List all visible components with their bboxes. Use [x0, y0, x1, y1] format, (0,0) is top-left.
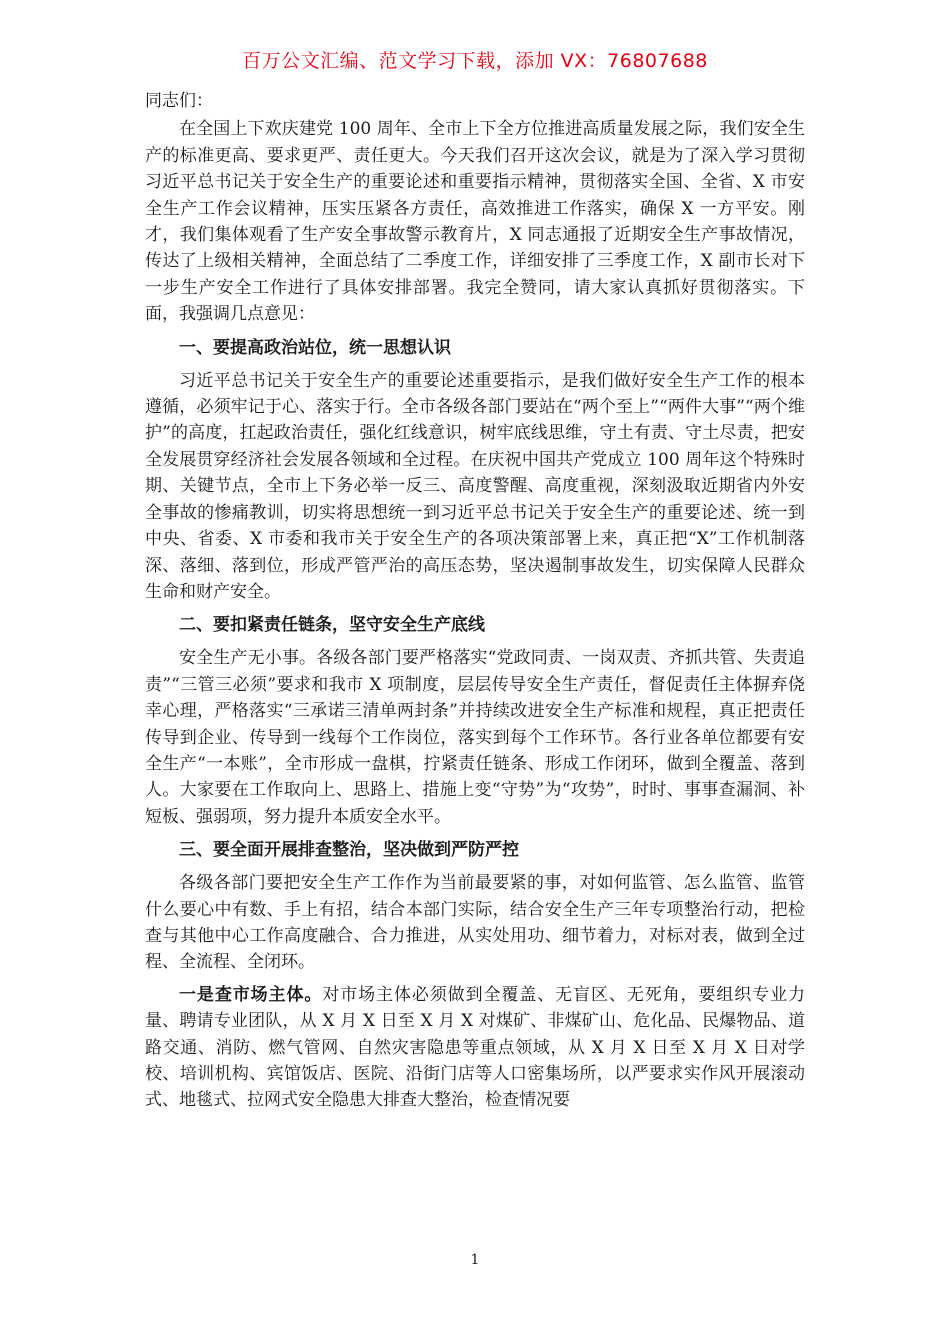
section-3-paragraph: 各级各部门要把安全生产工作作为当前最要紧的事，对如何监管、怎么监管、监管什么要心中有数、手上有招，结合本部门实际，结合安全生产三年专项整治行动，把检查与其他中心工作高度融合、合力推进，从实处用功、细节着力，对标对表，做到全过程、全流程、全闭环。 [145, 873, 805, 973]
section-1-heading: 一、要提高政治站位，统一思想认识 [179, 337, 451, 358]
document-body [145, 88, 805, 1114]
intro-paragraph: 在全国上下欢庆建党 100 周年、全市上下全方位推进高质量发展之际，我们安全生产的标准更高、要求更严、责任更大。今天我们召开这次会议，就是为了深入学习贯彻习近平总书记关于安全生产的重要论述和重要指示精神，贯彻落实全国、全省、X 市安全生产工作会议精神，压实压紧各方责任，高效推进工作落实，确保 X 一方平安。刚才，我们集体观看了生产安全事故警示教育片，X 同志通报了近期安全生产事故情况，传达了上级相关精神，全面总结了二季度工作，详细安排了三季度工作，X 副市长对下一步生产安全工作进行了具体安排部署。我完全赞同，请大家认真抓好贯彻落实。下面，我强调几点意见： [145, 119, 805, 325]
page-number: 1 [470, 1252, 480, 1268]
item-1-lead: 一是查市场主体。 [179, 984, 323, 1005]
section-2-paragraph: 安全生产无小事。各级各部门要严格落实“党政同责、一岗双责、齐抓共管、失责追责”“三管三必须”要求和我市 X 项制度，层层传导安全生产责任，督促责任主体摒弃侥幸心理，严格落实“三承诺三清单两封条”并持续改进安全生产标准和规程，真正把责任传导到企业、传导到一线每个工作岗位，落实到每个工作环节。各行业各单位都要有安全生产“一本账”，全市形成一盘棋，拧紧责任链条、形成工作闭环，做到全覆盖、落到人。大家要在工作取向上、思路上、措施上变“守势”为“攻势”，时时、事事查漏洞、补短板、强弱项，努力提升本质安全水平。 [145, 648, 805, 827]
item-1-body: 对市场主体必须做到全覆盖、无盲区、无死角，要组织专业力量、聘请专业团队，从 X 月 X 日至 X 月 X 对煤矿、非煤矿山、危化品、民爆物品、道路交通、消防、燃气管网、自然灾害隐患等重点领域，从 X 月 X 日至 X 月 X 日对学校、培训机构、宾馆饭店、医院、沿街门店等人口密集场所，以严要求实作风开展滚动式、地毯式、拉网式安全隐患大排查大整治，检查情况要 [145, 984, 806, 1111]
item-1-paragraph [145, 982, 805, 1114]
section-1-paragraph: 习近平总书记关于安全生产的重要论述重要指示，是我们做好安全生产工作的根本遵循，必须牢记于心、落实于行。全市各级各部门要站在“两个至上”“两件大事”“两个维护”的高度，扛起政治责任，强化红线意识，树牢底线思维，守土有责、守土尽责，把安全发展贯穿经济社会发展各领域和全过程。在庆祝中国共产党成立 100 周年这个特殊时期、关键节点，全市上下务必举一反三、高度警醒、高度重视，深刻汲取近期省内外安全事故的惨痛教训，切实将思想统一到习近平总书记关于安全生产的重要论述、统一到中央、省委、X 市委和我市关于安全生产的各项决策部署上来，真正把“X”工作机制落深、落细、落到位，形成严管严治的高压态势，坚决遏制事故发生，切实保障人民群众生命和财产安全。 [145, 370, 805, 602]
watermark-banner: 百万公文汇编、范文学习下载，添加 VX：76807688 [242, 50, 708, 72]
section-3-heading: 三、要全面开展排查整治，坚决做到严防严控 [179, 840, 519, 861]
salutation: 同志们： [145, 91, 213, 111]
section-2-heading: 二、要扣紧责任链条，坚守安全生产底线 [179, 615, 485, 636]
